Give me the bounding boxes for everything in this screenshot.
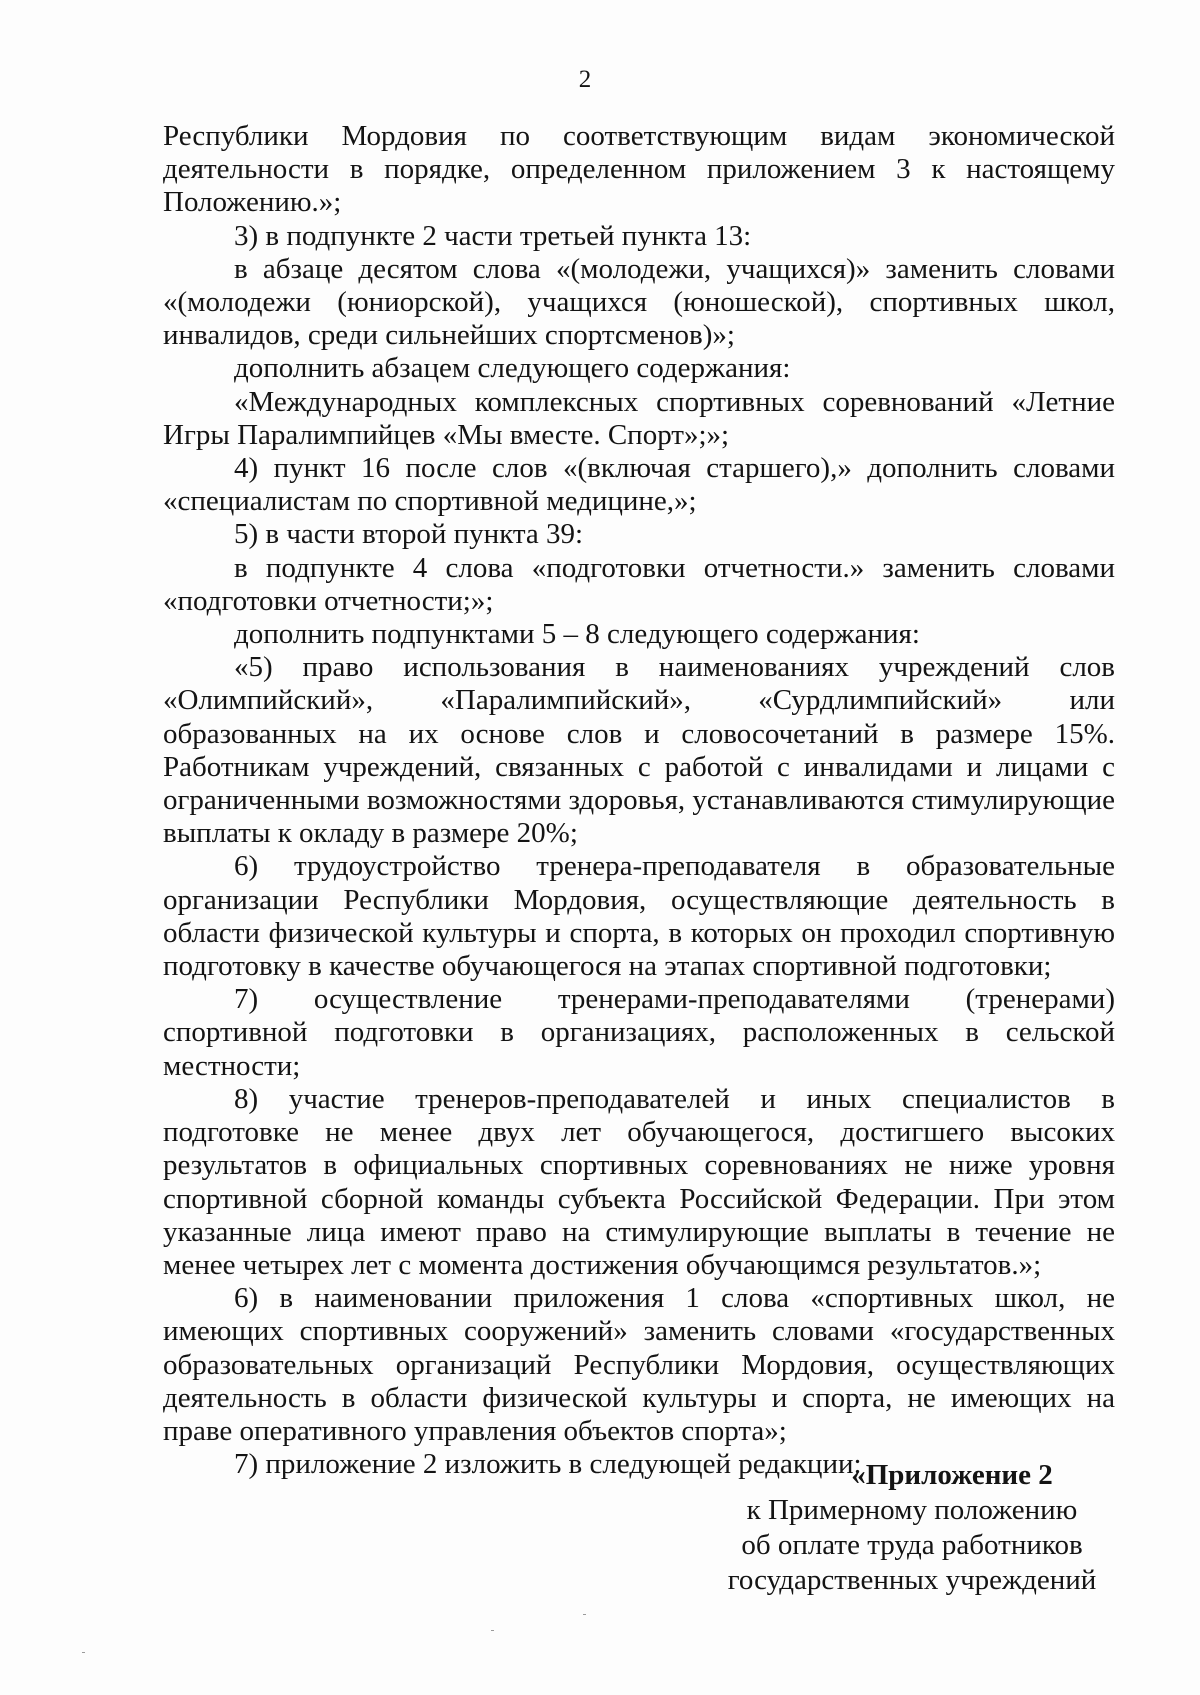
scan-speck <box>82 1652 85 1653</box>
appendix-heading <box>712 1458 1112 1598</box>
appendix-line-3: государственных учреждений <box>727 1564 1097 1596</box>
page-number: 2 <box>578 66 592 93</box>
paragraph-15: 7) приложение 2 изложить в следующей редакции: <box>234 1448 862 1481</box>
paragraph-1: Республики Мордовия по соответствующим видам экономической деятельности в порядке, определенном приложением 3 к настоящему Положению.»; <box>163 120 1115 219</box>
paragraph-4: дополнить абзацем следующего содержания: <box>234 352 791 385</box>
paragraph-13: 8) участие тренеров-преподавателей и иных специалистов в подготовке не менее двух лет обучающегося, достигшего высоких результатов в официальных спортивных соревнованиях не ниже уровня спортивной сборной команды субъекта Российской Федерации. При этом указанные лица имеют право на стимулирующие выплаты в течение не менее четырех лет с момента достижения обучающимся результатов.»; <box>163 1082 1115 1281</box>
scan-speck <box>583 1614 586 1615</box>
paragraph-9: дополнить подпунктами 5 – 8 следующего содержания: <box>234 618 920 651</box>
document-body <box>163 120 1115 1481</box>
paragraph-7: 5) в части второй пункта 39: <box>234 518 584 551</box>
paragraph-11: 6) трудоустройство тренера-преподавателя в образовательные организации Республики Мордовия, осуществляющие деятельность в области физической культуры и спорта, в которых он проходил спортивную подготовку в качестве обучающегося на этапах спортивной подготовки; <box>163 850 1115 983</box>
appendix-title: «Приложение 2 <box>851 1459 1053 1491</box>
paragraph-2: 3) в подпункте 2 части третьей пункта 13: <box>234 219 752 252</box>
paragraph-10: «5) право использования в наименованиях учреждений слов «Олимпийский», «Паралимпийский», «Сурдлимпийский» или образованных на их основе слов и словосочетаний в размере 15%. Работникам учреждений, связанных с работой с инвалидами и лицами с ограниченными возможностями здоровья, устанавливаются стимулирующие выплаты к окладу в размере 20%; <box>163 651 1115 850</box>
paragraph-6: 4) пункт 16 после слов «(включая старшего),» дополнить словами «специалистам по спортивной медицине,»; <box>163 452 1115 518</box>
paragraph-3: в абзаце десятом слова «(молодежи, учащихся)» заменить словами «(молодежи (юниорской), учащихся (юношеской), спортивных школ, инвалидов, среди сильнейших спортсменов)»; <box>163 252 1115 352</box>
paragraph-8: в подпункте 4 слова «подготовки отчетности.» заменить словами «подготовки отчетности;»; <box>163 551 1115 617</box>
scan-speck <box>491 1630 494 1631</box>
appendix-line-2: об оплате труда работников <box>741 1529 1083 1561</box>
paragraph-5: «Международных комплексных спортивных соревнований «Летние Игры Паралимпийцев «Мы вместе. Спорт»;»; <box>163 385 1115 451</box>
paragraph-14: 6) в наименовании приложения 1 слова «спортивных школ, не имеющих спортивных сооружений» заменить словами «государственных образовательных организаций Республики Мордовия, осуществляющих деятельность в области физической культуры и спорта, не имеющих на праве оперативного управления объектов спорта»; <box>163 1282 1115 1447</box>
paragraph-12: 7) осуществление тренерами-преподавателями (тренерами) спортивной подготовки в организациях, расположенных в сельской местности; <box>163 983 1115 1082</box>
appendix-line-1: к Примерному положению <box>746 1494 1078 1526</box>
